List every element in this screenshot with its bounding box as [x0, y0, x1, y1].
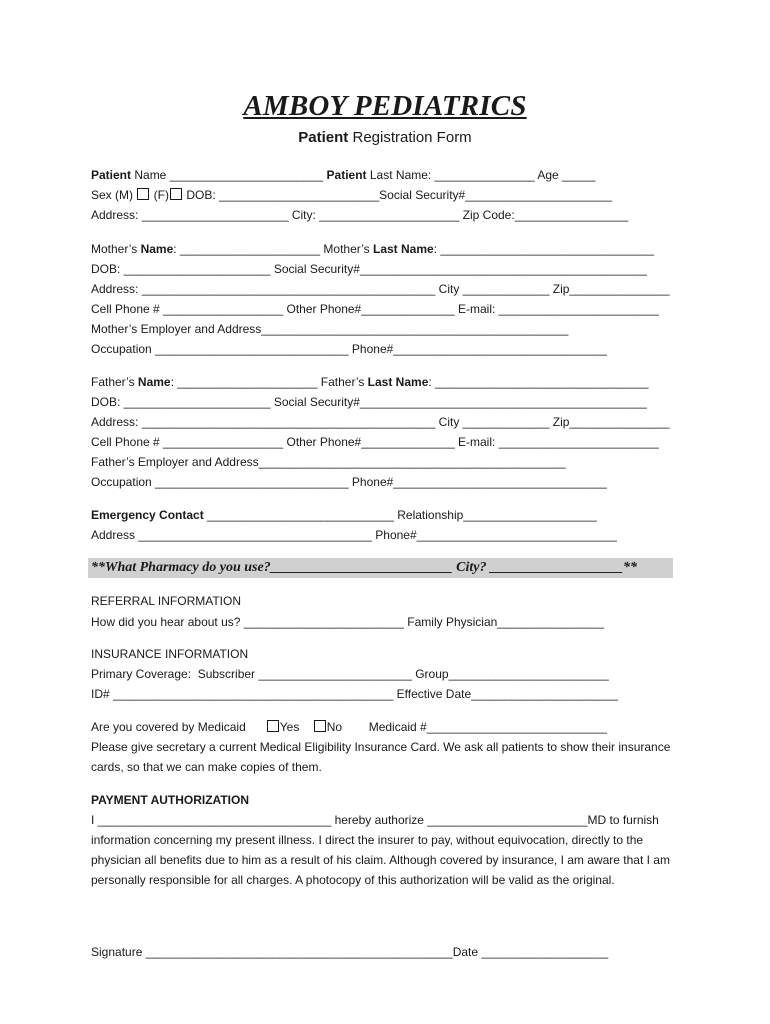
form-subtitle: [0, 129, 770, 146]
father-name-field[interactable]: : _____________________ Father’s: [170, 375, 368, 389]
payment-heading: PAYMENT AUTHORIZATION: [91, 793, 249, 807]
medicaid-no-label: No: [326, 720, 343, 734]
medicaid-line[interactable]: [91, 719, 607, 735]
referral-line[interactable]: How did you hear about us? ________________________ Family Physician________________: [91, 615, 605, 629]
mother-occupation-line[interactable]: Occupation _____________________________ Phone#________________________________: [91, 342, 607, 356]
mother-lastname-field[interactable]: : ________________________________: [433, 242, 654, 256]
subtitle-rest: Registration Form: [348, 129, 472, 146]
patient-lastname-age-field[interactable]: Last Name: _______________ Age _____: [366, 168, 596, 182]
medicaid-no-checkbox[interactable]: [314, 720, 326, 732]
emergency-contact-line[interactable]: [91, 507, 597, 523]
female-checkbox[interactable]: [170, 188, 182, 200]
sex-female-label: (F): [150, 188, 169, 202]
mother-name-field[interactable]: : _____________________ Mother’s: [173, 242, 373, 256]
father-name-line[interactable]: [91, 374, 649, 390]
emergency-contact-label: Emergency Contact: [91, 508, 204, 522]
mother-address-line[interactable]: Address: ____________________________________________ City _____________ Zip_______________: [91, 282, 670, 296]
emergency-address-line[interactable]: Address ___________________________________ Phone#______________________________: [91, 528, 617, 542]
payment-authorization-text[interactable]: I ___________________________________ hereby authorize ________________________MD to furnish information concerning my present illness. I direct the insurer to pay, without equivocation, directly to the physician all benefits due to him as a result of his claim. Although covered by insurance, I am aware that I am personally responsible for all charges. A photocopy of this authorization will be valid as the original.: [91, 813, 670, 887]
father-phone-line[interactable]: Cell Phone # __________________ Other Phone#______________ E-mail: ________________________: [91, 435, 659, 449]
mother-label: Mother’s: [91, 242, 141, 256]
father-occupation-line[interactable]: Occupation _____________________________ Phone#________________________________: [91, 475, 607, 489]
mother-name-line[interactable]: [91, 241, 654, 257]
practice-title: AMBOY PEDIATRICS: [243, 90, 527, 122]
signature-line[interactable]: Signature ______________________________________________Date ___________________: [91, 945, 609, 959]
father-name-bold: Name: [137, 375, 171, 389]
insurance-heading: INSURANCE INFORMATION: [91, 647, 249, 661]
patient-label-2: Patient: [326, 168, 367, 182]
pharmacy-banner[interactable]: **What Pharmacy do you use?__________________________ City? ___________________**: [88, 558, 673, 578]
male-checkbox[interactable]: [137, 188, 149, 200]
patient-sex-dob-line[interactable]: [91, 187, 612, 203]
insurance-id-line[interactable]: ID# __________________________________________ Effective Date______________________: [91, 687, 618, 701]
father-address-line[interactable]: Address: ____________________________________________ City _____________ Zip_______________: [91, 415, 670, 429]
insurance-subscriber-line[interactable]: Primary Coverage: Subscriber _______________________ Group________________________: [91, 667, 609, 681]
medicaid-yes-label: Yes: [279, 720, 300, 734]
father-lastname-bold: Last Name: [367, 375, 429, 389]
medicaid-note: Please give secretary a current Medical Eligibility Insurance Card. We ask all patients to show their insurance cards, so that we can make copies of them.: [91, 740, 671, 774]
sex-male-label: Sex (M): [91, 188, 137, 202]
mother-name-bold: Name: [140, 242, 174, 256]
mother-dob-line[interactable]: DOB: ______________________ Social Security#___________________________________________: [91, 262, 647, 276]
referral-heading: REFERRAL INFORMATION: [91, 594, 242, 608]
father-dob-line[interactable]: DOB: ______________________ Social Security#___________________________________________: [91, 395, 647, 409]
patient-address-line[interactable]: Address: ______________________ City: _____________________ Zip Code:_________________: [91, 208, 629, 222]
mother-employer-line[interactable]: Mother’s Employer and Address______________________________________________: [91, 322, 569, 336]
father-employer-line[interactable]: Father’s Employer and Address______________________________________________: [91, 455, 566, 469]
medicaid-question: Are you covered by Medicaid: [91, 720, 246, 734]
mother-phone-line[interactable]: Cell Phone # __________________ Other Phone#______________ E-mail: ________________________: [91, 302, 659, 316]
patient-label: Patient: [91, 168, 132, 182]
patient-name-field[interactable]: Name _______________________: [131, 168, 327, 182]
medicaid-yes-checkbox[interactable]: [267, 720, 279, 732]
patient-name-line[interactable]: [91, 167, 595, 183]
mother-lastname-bold: Last Name: [373, 242, 434, 256]
medicaid-number-field[interactable]: Medicaid #___________________________: [368, 720, 607, 734]
dob-ssn-field[interactable]: DOB: ________________________Social Security#______________________: [183, 188, 613, 202]
father-lastname-field[interactable]: : ________________________________: [428, 375, 649, 389]
emergency-contact-field[interactable]: ____________________________ Relationship____________________: [203, 508, 597, 522]
father-label: Father’s: [91, 375, 138, 389]
subtitle-bold: Patient: [298, 129, 349, 146]
